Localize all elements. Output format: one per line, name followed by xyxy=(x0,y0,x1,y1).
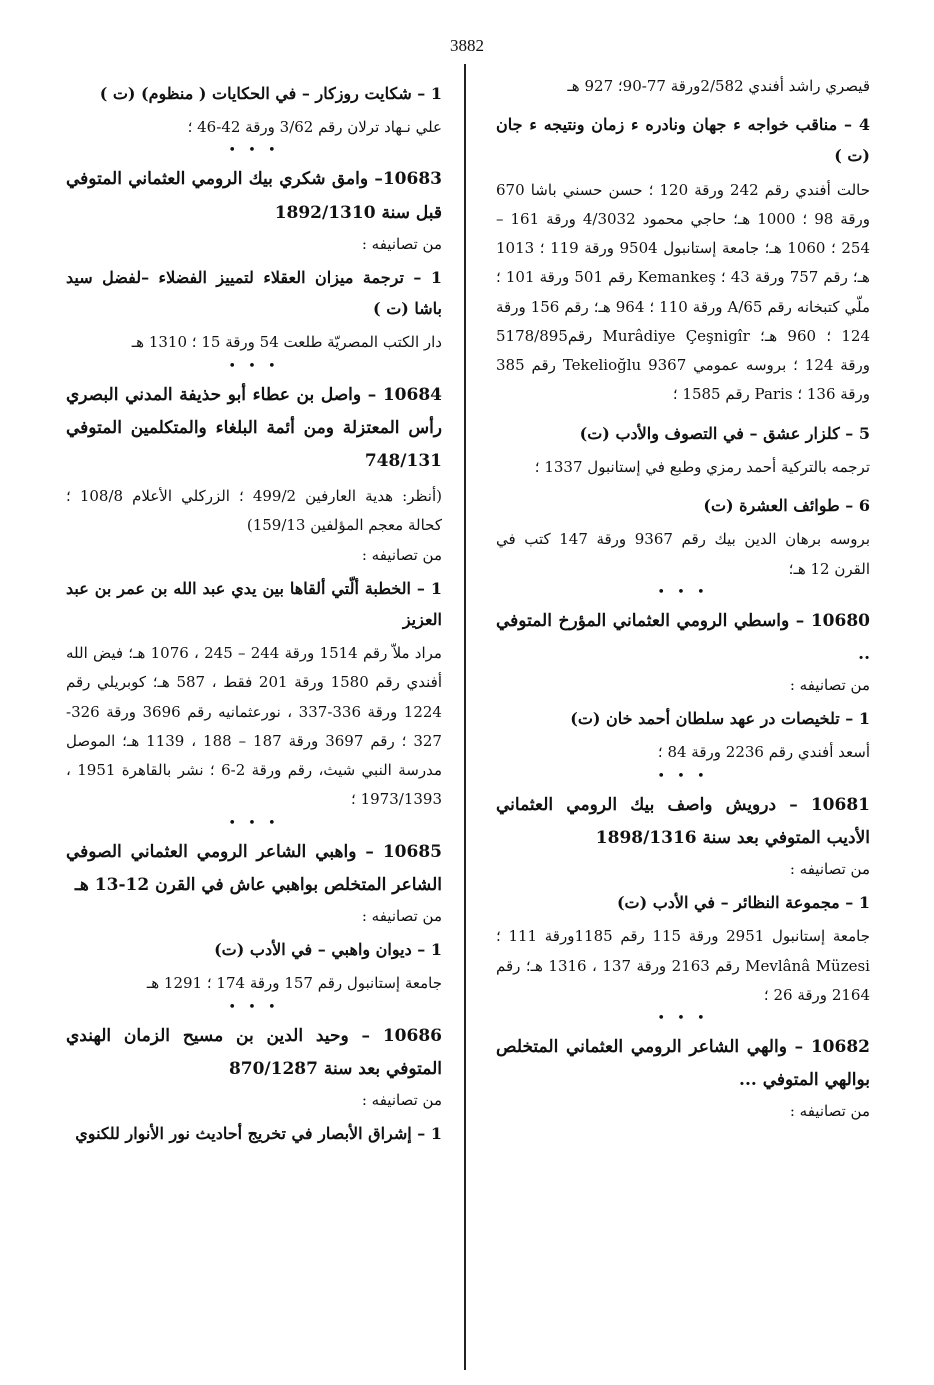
work-title: 1 – تلخيصات در عهد سلطان أحمد خان (ت) xyxy=(570,709,870,729)
entry-heading: 10683– وامق شكري بيك الرومي العثماني المتوفي قبل سنة 1892/1310 xyxy=(66,169,442,223)
works-label: من تصانيفه : xyxy=(361,1090,442,1109)
manuscript-reference: دار الكتب المصريّة طلعت 54 ورقة 15 ؛ 1310 هـ xyxy=(131,333,442,352)
works-label: من تصانيفه : xyxy=(789,1102,870,1121)
work-title: 4 – مناقب خواجه ء جهان ونادره ء زمان ونتيجه ء جان (ت ) xyxy=(496,115,870,166)
manuscript-reference: علي نـهاد ترلان رقم 3/62 ورقة 42-46 ؛ xyxy=(187,118,442,137)
entry-heading: 10685 – واهبي الشاعر الرومي العثماني الصوفي الشاعر المتخلص بواهبي عاش في القرن 12-13 هـ xyxy=(66,841,442,895)
column-divider xyxy=(464,64,466,1370)
work-title: 1 – شكايت روزكار – في الحكايات ( منظوم) (ت ) xyxy=(99,84,442,103)
entry-separator: • • • xyxy=(228,358,280,374)
entry-separator: • • • xyxy=(228,815,280,831)
entry-heading: 10684 – واصل بن عطاء أبو حذيفة المدني البصري رأس المعتزلة ومن أئمة البلغاء والمتكلمين المتوفي 748/131 xyxy=(66,384,442,471)
work-title: 1 – إشراق الأبصار في تخريج أحاديث نور الأنوار للكنوي xyxy=(75,1124,442,1144)
entry-separator: • • • xyxy=(228,999,280,1015)
manuscript-reference: حالت أفندي رقم 242 ورقة 120 ؛ حسن حسني باشا 670 ورقة 98 ؛ 1000 هـ؛ حاجي محمود 4/3032 ورقة 161 – 254 ؛ 1060 هـ؛ جامعة إستانبول 9504 ورقة 119 ؛ 1013 هـ؛ رقم 757 ورقة 43 ؛ Kemankeş رقم 501 ورقة 101 ؛ ملّي كتبخانه رقم 65/A ورقة 110 ؛ 964 هـ؛ رقم 156 ورقة 124 ؛ 960 هـ؛ Murâdiye Çeşnigîr رقم5178/895 ورقة 124 ؛ بروسه عمومي 9367 Tekelioğlu رقم 385 ورقة 136 ؛ Paris رقم 1585 ؛ xyxy=(496,180,871,404)
work-title: 5 – كلزار عشق – في التصوف والأدب (ت) xyxy=(579,423,870,443)
work-title: 6 – طوائف العشرة (ت) xyxy=(703,496,870,516)
works-label: من تصانيفه : xyxy=(789,860,870,878)
works-label: من تصانيفه : xyxy=(361,906,442,925)
left-column xyxy=(66,70,442,1153)
entry-separator: • • • xyxy=(657,768,709,784)
manuscript-reference: (أنظر: هدية العارفين 499/2 ؛ الزركلي الأعلام 108/8 ؛ كحالة معجم المؤلفين 159/13) xyxy=(66,487,442,535)
manuscript-reference: بروسه برهان الدين بيك رقم 9367 ورقة 147 كتب في القرن 12 هـ؛ xyxy=(496,530,870,578)
manuscript-reference: جامعة إستانبول 2951 ورقة 115 رقم 1185ورقة 111 ؛ Mevlânâ Müzesi رقم 2163 ورقة 137 ، 1316 هـ؛ رقم 2164 ورقة 26 ؛ xyxy=(496,927,871,1004)
manuscript-reference: أسعد أفندي رقم 2236 ورقة 84 ؛ xyxy=(657,743,870,762)
work-title: 1 – مجموعة النظائر – في الأدب (ت) xyxy=(616,893,870,913)
manuscript-reference: جامعة إستانبول رقم 157 ورقة 174 ؛ 1291 هـ xyxy=(146,974,442,993)
manuscript-reference: ترجمه بالتركية أحمد رمزي وطبع في إستانبول 1337 ؛ xyxy=(534,457,870,476)
works-label: من تصانيفه : xyxy=(361,234,442,253)
manuscript-reference: مراد ملاّ رقم 1514 ورقة 244 – 245 ، 1076 هـ؛ فيض الله أفندي رقم 1580 ورقة 201 فقط ، 587 هـ؛ كوبريلي رقم 1224 ورقة 336-337 ، نورعثمانيه رقم 3696 ورقة 326-327 ؛ رقم 3697 ورقة 187 – 188 ، 1139 هـ؛ الموصل مدرسة النبي شيث، رقم ورقة 2-6 ؛ نشر بالقاهرة 1951 ، 1973/1393 ؛ xyxy=(66,644,442,809)
work-title: 1 – ترجمة ميزان العقلاء لتمييز الفضلاء –لفضل سيد باشا (ت ) xyxy=(66,267,442,319)
entry-heading: 10686 – وحيد الدين بن مسيح الزمان الهندي المتوفي بعد سنة 870/1287 xyxy=(66,1025,442,1079)
entry-heading: 10682 – والهي الشاعر الرومي العثماني المتخلص بوالهي المتوفي ... xyxy=(496,1037,870,1091)
work-title: 1 – الخطبة ألّتي ألقاها بين يدي عبد الله بن عمر بن عبد العزيز xyxy=(66,578,442,629)
entry-separator: • • • xyxy=(228,143,280,159)
entry-heading: 10680 – واسطي الرومي العثماني المؤرخ المتوفي .. xyxy=(496,610,870,664)
page-number: 3882 xyxy=(450,36,484,55)
entry-heading: 10681 – درويش واصف بيك الرومي العثماني الأديب المتوفي بعد سنة 1898/1316 xyxy=(496,794,870,848)
work-title: 1 – ديوان واهبي – في الأدب (ت) xyxy=(214,940,442,960)
manuscript-reference: قيصري راشد أفندي 2/582ورقة 77-90؛ 927 هـ xyxy=(567,77,870,95)
right-column xyxy=(496,70,870,1126)
works-label: من تصانيفه : xyxy=(361,545,442,564)
entry-separator: • • • xyxy=(657,1011,709,1027)
works-label: من تصانيفه : xyxy=(789,676,870,695)
entry-separator: • • • xyxy=(657,584,709,600)
